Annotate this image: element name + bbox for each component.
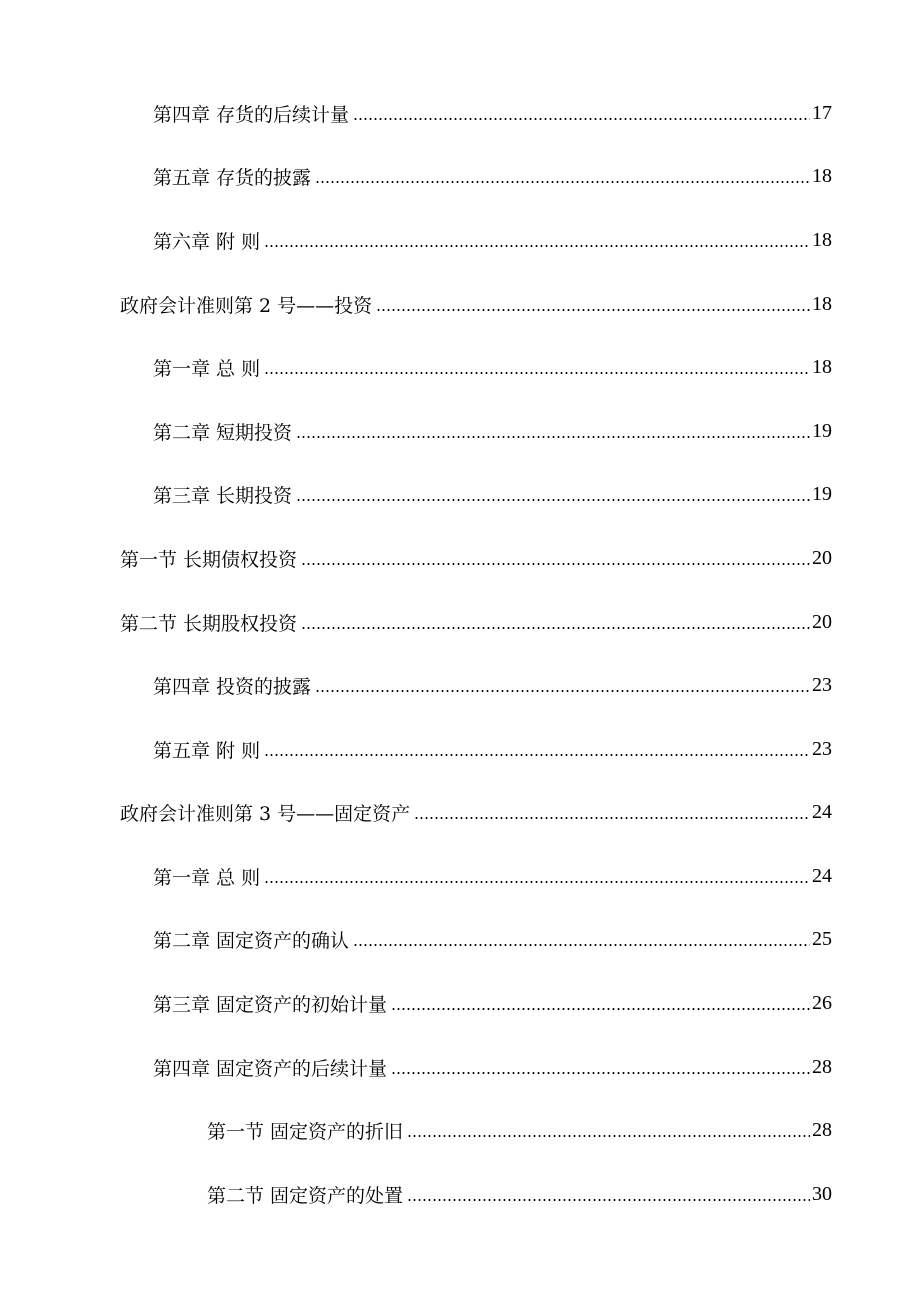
toc-entry-title: 第二节 固定资产的处置 [207,1184,404,1207]
toc-entry-title: 第六章 附 则 [153,230,261,253]
toc-entry[interactable] [120,538,832,578]
dot-leader [407,1199,810,1201]
dot-leader [315,181,810,183]
toc-entry-page: 20 [812,546,832,569]
toc-entry-page: 17 [812,101,832,124]
toc-entry[interactable] [153,665,832,705]
toc-entry[interactable] [153,156,832,196]
toc-entry-title: 第一节 固定资产的折旧 [207,1120,404,1143]
dot-leader [301,627,810,629]
toc-entry[interactable] [153,1047,832,1087]
toc-entry-page: 28 [812,1055,832,1078]
toc-entry-title: 第四章 固定资产的后续计量 [153,1057,388,1080]
toc-entry-page: 24 [812,800,832,823]
toc-entry-title: 第一章 总 则 [153,866,261,889]
toc-entry[interactable] [153,856,832,896]
dot-leader [264,881,810,883]
toc-entry[interactable] [153,93,832,133]
toc-entry[interactable] [153,347,832,387]
toc-entry[interactable] [153,729,832,769]
toc-entry-title: 第五章 附 则 [153,739,261,762]
toc-entry-title: 第一章 总 则 [153,357,261,380]
dot-leader [353,944,810,946]
toc-entry-title: 第一节 长期债权投资 [120,548,298,571]
toc-entry[interactable] [207,1110,832,1150]
toc-entry[interactable] [120,602,832,642]
toc-entry-page: 23 [812,673,832,696]
toc-entry-page: 25 [812,927,832,950]
toc-entry-title: 政府会计准则第 2 号——投资 [120,294,373,317]
toc-entry-page: 24 [812,864,832,887]
toc-entry-title: 第三章 长期投资 [153,484,293,507]
dot-leader [296,499,810,501]
dot-leader [264,372,810,374]
toc-entry[interactable] [120,792,832,832]
toc-entry-title: 第四章 投资的披露 [153,675,312,698]
toc-entry-page: 19 [812,482,832,505]
toc-entry[interactable] [153,983,832,1023]
toc-entry[interactable] [207,1174,832,1214]
dot-leader [264,245,810,247]
toc-entry-title: 第二章 固定资产的确认 [153,929,350,952]
toc-entry-page: 28 [812,1118,832,1141]
toc-entry[interactable] [153,474,832,514]
toc-entry-page: 26 [812,991,832,1014]
toc-entry-page: 19 [812,419,832,442]
toc-entry[interactable] [153,919,832,959]
dot-leader [296,436,810,438]
dot-leader [376,309,810,311]
dot-leader [391,1072,810,1074]
toc-entry-title: 第二章 短期投资 [153,421,293,444]
toc-entry-title: 第三章 固定资产的初始计量 [153,993,388,1016]
toc-entry-title: 第四章 存货的后续计量 [153,103,350,126]
toc-entry-page: 18 [812,228,832,251]
dot-leader [264,754,810,756]
dot-leader [407,1135,810,1137]
toc-entry-page: 18 [812,164,832,187]
toc-entry-page: 18 [812,292,832,315]
toc-entry-page: 18 [812,355,832,378]
dot-leader [414,817,810,819]
toc-entry[interactable] [153,220,832,260]
dot-leader [301,563,810,565]
toc-entry[interactable] [120,284,832,324]
toc-entry-title: 第二节 长期股权投资 [120,612,298,635]
toc-entry-title: 第五章 存货的披露 [153,166,312,189]
dot-leader [315,690,810,692]
toc-entry-page: 23 [812,737,832,760]
toc-entry-title: 政府会计准则第 3 号——固定资产 [120,802,411,825]
toc-entry[interactable] [153,411,832,451]
dot-leader [391,1008,810,1010]
toc-entry-page: 30 [812,1182,832,1205]
dot-leader [353,118,810,120]
toc-entry-page: 20 [812,610,832,633]
